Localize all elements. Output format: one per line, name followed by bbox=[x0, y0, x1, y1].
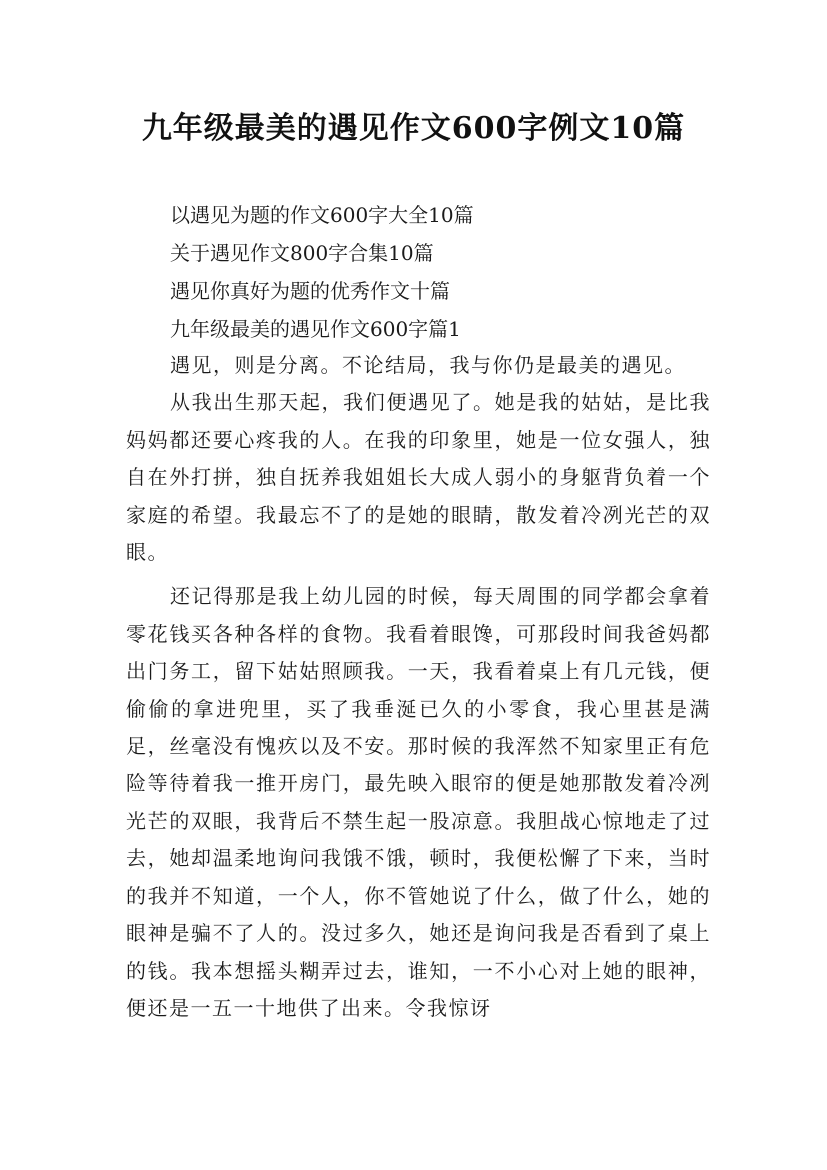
document-title: 九年级最美的遇见作文600字例文10篇 bbox=[141, 111, 686, 146]
paragraph: 从我出生那天起，我们便遇见了。她是我的姑姑，是比我妈妈都还要心疼我的人。在我的印象里，她是一位女强人，独自在外打拼，独自抚养我姐姐长大成人弱小的身躯背负着一个家庭的希望。我最忘不了的是她的眼睛，散发着冷冽光芒的双眼。 bbox=[126, 390, 711, 565]
toc-item[interactable]: 关于遇见作文800字合集10篇 bbox=[170, 241, 434, 265]
paragraph: 遇见，则是分离。不论结局，我与你仍是最美的遇见。 bbox=[170, 353, 686, 377]
table-of-contents bbox=[170, 196, 474, 348]
toc-item[interactable]: 九年级最美的遇见作文600字篇1 bbox=[170, 317, 461, 341]
paragraph: 还记得那是我上幼儿园的时候，每天周围的同学都会拿着零花钱买各种各样的食物。我看着眼馋，可那段时间我爸妈都出门务工，留下姑姑照顾我。一天，我看着桌上有几元钱，便偷偷的拿进兜里，买了我垂涎已久的小零食，我心里甚是满足，丝毫没有愧疚以及不安。那时候的我浑然不知家里正有危险等待着我一推开房门，最先映入眼帘的便是她那散发着冷冽光芒的双眼，我背后不禁生起一股凉意。我胆战心惊地走了过去，她却温柔地询问我饿不饿，顿时，我便松懈了下来，当时的我并不知道，一个人，你不管她说了什么，做了什么，她的眼神是骗不了人的。没过多久，她还是询问我是否看到了桌上的钱。我本想摇头糊弄过去，谁知，一不小心对上她的眼神，便还是一五一十地供了出来。令我惊讶 bbox=[126, 584, 711, 1020]
toc-item[interactable]: 以遇见为题的作文600字大全10篇 bbox=[170, 203, 474, 227]
toc-item[interactable]: 遇见你真好为题的优秀作文十篇 bbox=[170, 279, 450, 303]
article-body bbox=[126, 347, 711, 1027]
